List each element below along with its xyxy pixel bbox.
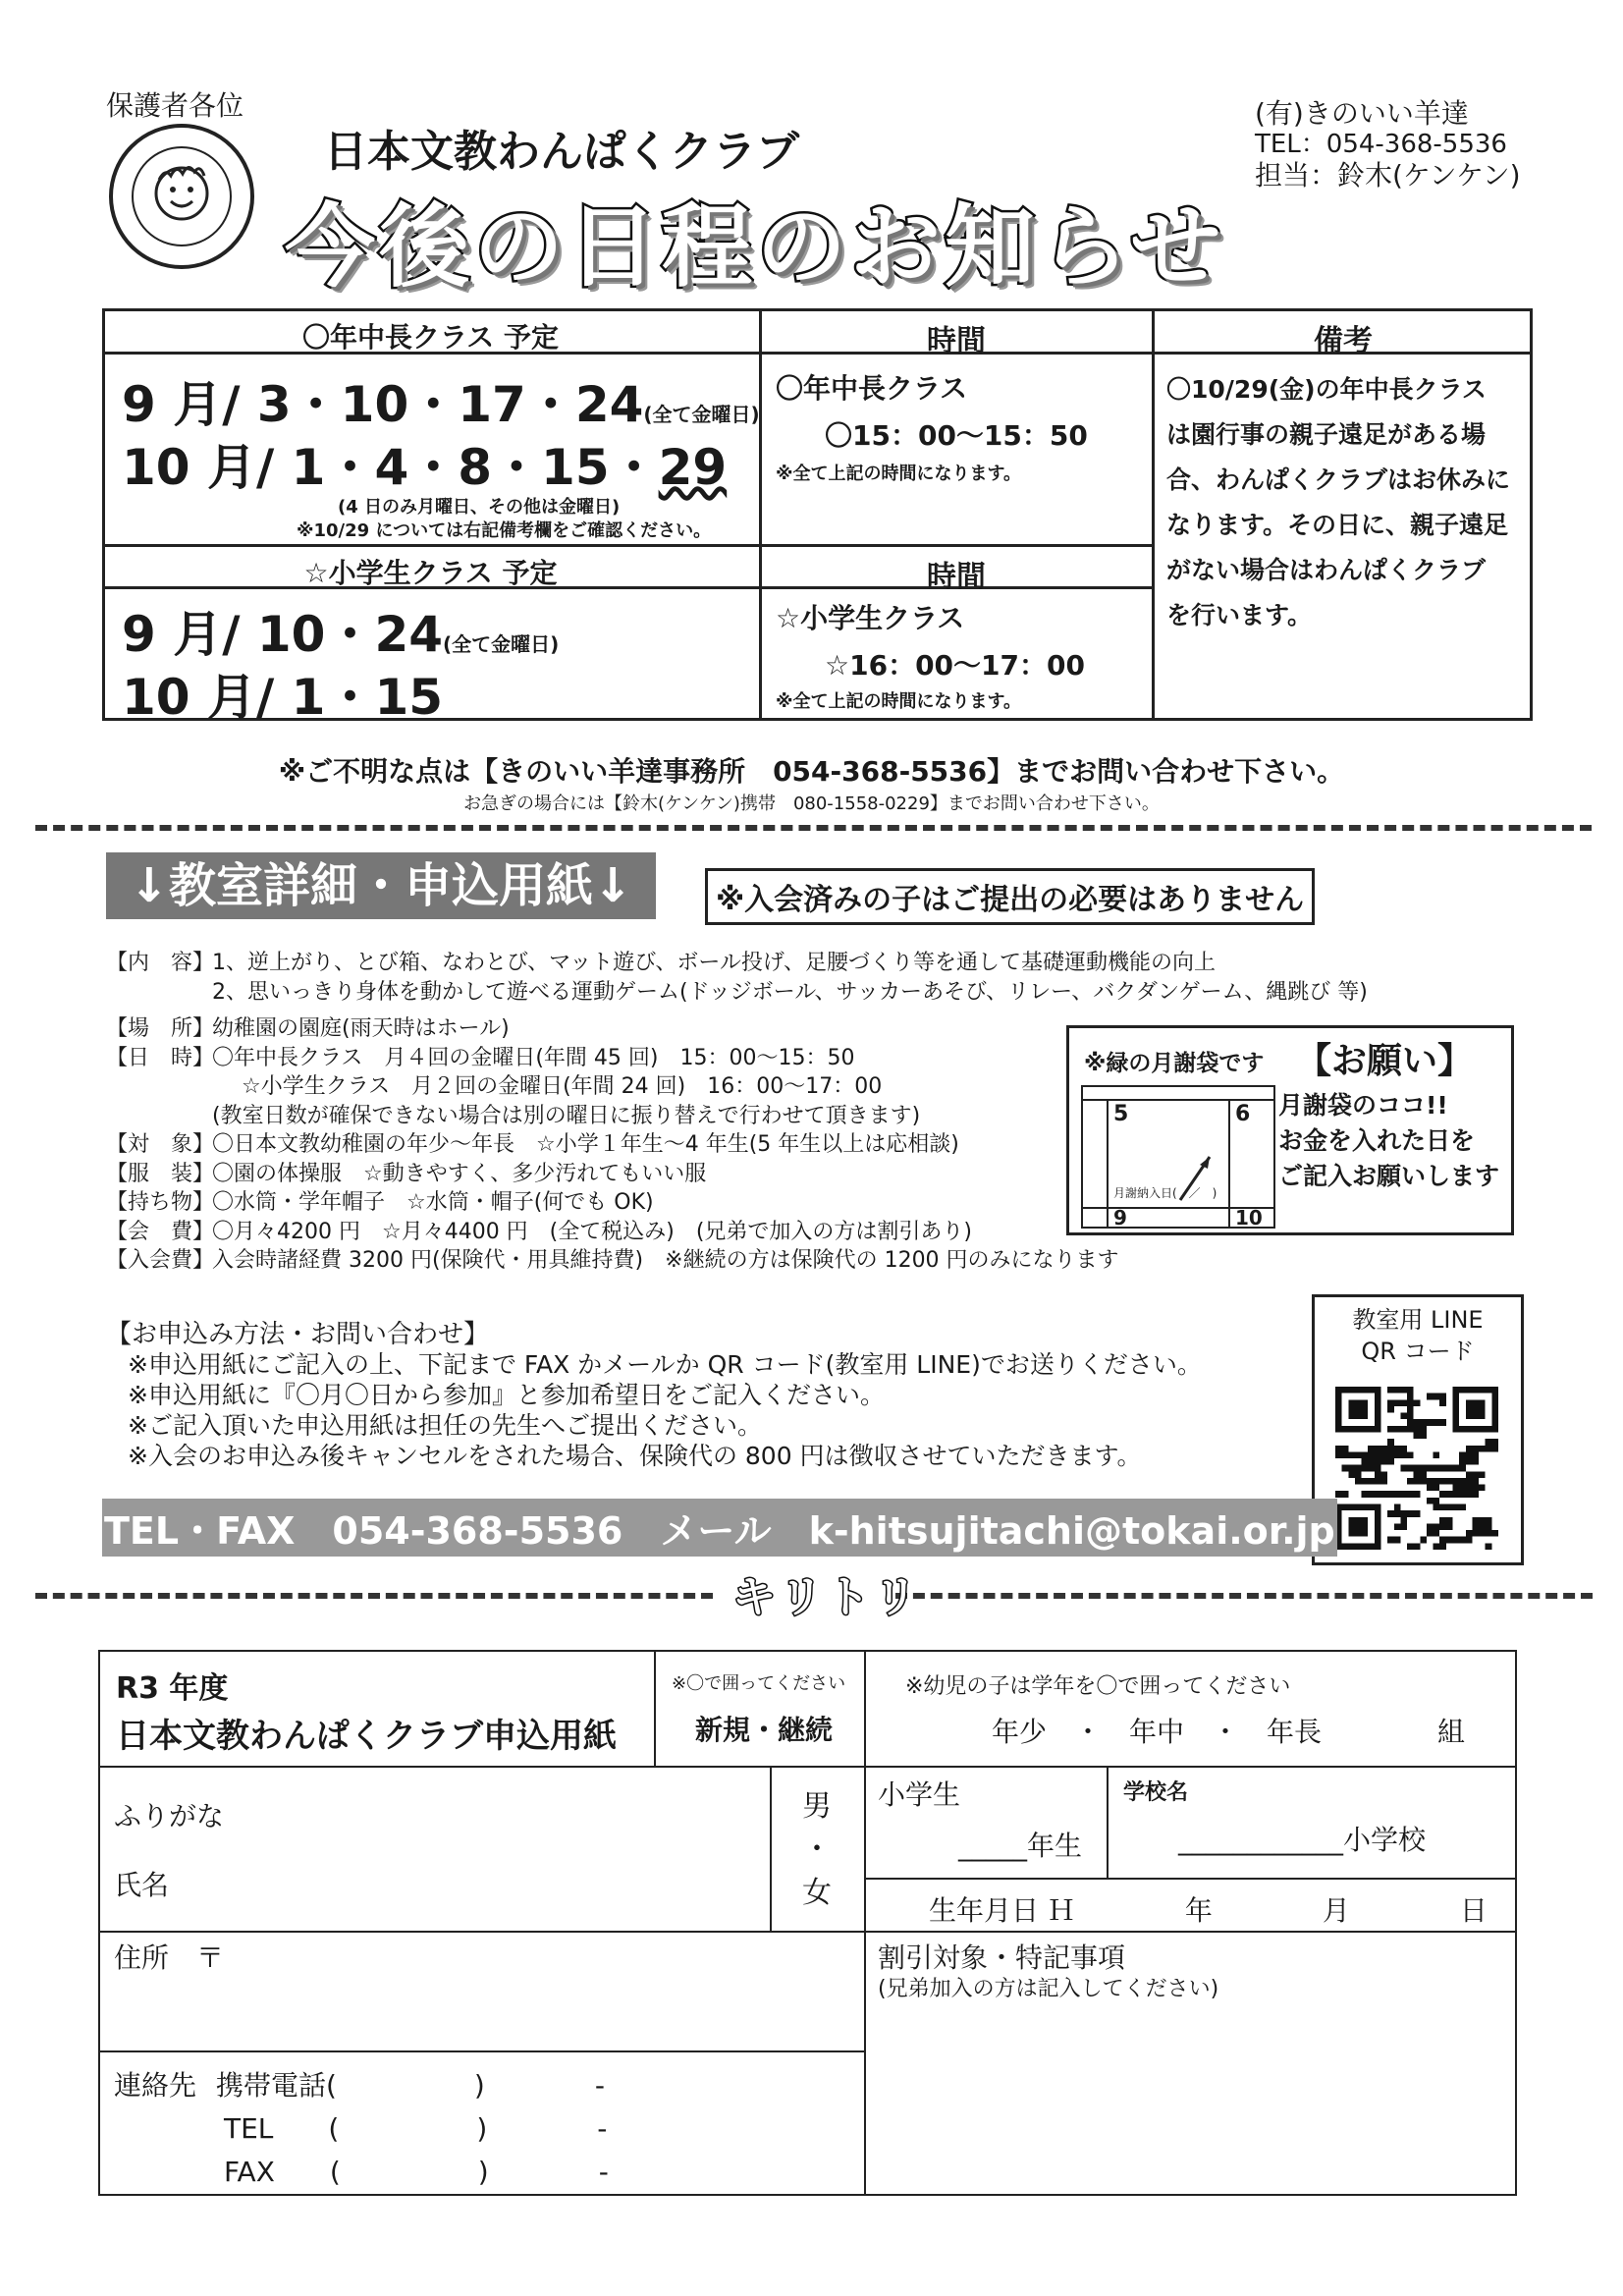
- onegai-line: 月謝袋のココ!!: [1278, 1091, 1448, 1120]
- contact-person: 担当：鈴木(ケンケン): [1255, 159, 1521, 191]
- tel-field[interactable]: TEL ( ) -: [224, 2112, 608, 2145]
- remarks-header: 備考: [1314, 324, 1373, 358]
- circle-note: ※〇で囲ってください: [672, 1673, 846, 1694]
- school-label: 学校名: [1123, 1780, 1189, 1805]
- remarks-line: 〇10/29(金)の年中長クラス: [1166, 375, 1487, 404]
- detail-text: 入会時諸経費 3200 円(保険代・用具維持費) ※継続の方は保険代の 1200 円のみになります: [212, 1248, 1119, 1273]
- elem-time-class: ☆小学生クラス: [776, 602, 965, 634]
- detail-label: 【入会費】: [106, 1248, 215, 1273]
- detail-text: 〇水筒・学年帽子 ☆水筒・帽子(何でも OK): [212, 1190, 654, 1215]
- mobile-field[interactable]: 携帯電話( ) -: [216, 2069, 605, 2102]
- detail-text: 〇日本文教幼稚園の年少～年長 ☆小学１年生～4 年生(5 年生以上は応相談): [212, 1132, 959, 1157]
- time-header: 時間: [927, 324, 986, 358]
- kinder-time-note: ※全て上記の時間になります。: [776, 464, 1022, 484]
- application-lines: [128, 1349, 1202, 1471]
- kinder-september-dates: 9 月/ 3・10・17・24(全て金曜日): [122, 376, 760, 433]
- envelope-cell-5: 5: [1113, 1102, 1129, 1126]
- class-field[interactable]: 組: [1437, 1716, 1466, 1748]
- application-line: ※申込用紙に『〇月〇日から参加』と参加希望日をご記入ください。: [128, 1381, 885, 1409]
- club-logo: [108, 123, 255, 270]
- envelope-cell-9: 9: [1113, 1206, 1127, 1230]
- qr-label-2: QR コード: [1361, 1338, 1475, 1365]
- onegai-line: ご記入お願いします: [1278, 1162, 1500, 1190]
- inquiry-main: ※ご不明な点は【きのいい羊達事務所 054-368-5536】までお問い合わせ下さい。: [278, 755, 1345, 788]
- detail-label: 【日 時】: [106, 1045, 215, 1070]
- company-tel: TEL：054-368-5536: [1255, 130, 1507, 159]
- address-field[interactable]: 住所 〒: [114, 1941, 225, 1974]
- detail-label: 【内 容】: [106, 951, 215, 975]
- detail-label: 【服 装】: [106, 1161, 215, 1186]
- detail-row: [106, 978, 1368, 1008]
- detail-text: 1、逆上がり、とび箱、なわとび、マット遊び、ボール投げ、足腰づくり等を通して基礎運動機能の向上: [212, 951, 1217, 975]
- elem-time: ☆16：00～17：00: [825, 649, 1085, 682]
- envelope-date-field: 月謝納入日( ／ ): [1113, 1186, 1217, 1200]
- grade-note: ※幼児の子は学年を〇で囲ってください: [905, 1674, 1291, 1699]
- detail-label: 【場 所】: [106, 1016, 215, 1041]
- new-or-continue-field[interactable]: 新規・継続: [695, 1714, 834, 1746]
- detail-text: 〇月々4200 円 ☆月々4400 円 (全て税込み) (兄弟で加入の方は割引あり): [212, 1219, 973, 1244]
- onegai-title: 【お願い】: [1296, 1041, 1474, 1081]
- company-name: (有)きのいい羊達: [1255, 97, 1469, 130]
- kinder-grade-field[interactable]: 年少 ・ 年中 ・ 年長: [992, 1716, 1323, 1748]
- cut-label: キリトリ: [732, 1572, 921, 1622]
- detail-text: 〇年中長クラス 月４回の金曜日(年間 45 回) 15：00～15：50: [212, 1045, 855, 1070]
- already-member-note: ※入会済みの子はご提出の必要はありません: [705, 868, 1315, 925]
- kinder-note-2: ※10/29 については右記備考欄をご確認ください。: [297, 520, 712, 541]
- kinder-class-header: 〇年中長クラス 予定: [302, 321, 559, 354]
- detail-label: 【対 象】: [106, 1132, 215, 1157]
- application-line: ※申込用紙にご記入の上、下記まで FAX かメールか QR コード(教室用 LINE)でお送りください。: [128, 1350, 1202, 1379]
- school-field[interactable]: ____________小学校: [1178, 1824, 1427, 1856]
- detail-text: (教室日数が確保できない場合は別の曜日に振り替えで行わせて頂きます): [212, 1103, 921, 1128]
- kinder-time: 〇15：00～15：50: [825, 419, 1088, 452]
- detail-text: 幼稚園の園庭(雨天時はホール): [212, 1016, 510, 1041]
- onegai-text: [1278, 1088, 1499, 1194]
- remarks-line: は園行事の親子遠足がある場: [1166, 420, 1487, 449]
- application-line: ※ご記入頂いた申込用紙は担任の先生へご提出ください。: [128, 1411, 762, 1440]
- elementary-label: 小学生: [878, 1778, 961, 1811]
- grade-field[interactable]: _____年生: [958, 1830, 1083, 1862]
- detail-label: 【会 費】: [106, 1219, 215, 1244]
- remarks-line: がない場合はわんぱくクラブ: [1166, 556, 1487, 584]
- name-field[interactable]: 氏名: [114, 1869, 170, 1901]
- envelope-label: ※緑の月謝袋です: [1084, 1051, 1265, 1076]
- kinder-note-1: (4 日のみ月曜日、その他は金曜日): [338, 497, 621, 518]
- kinder-october-dates: 10 月/ 1・4・8・15・29: [122, 439, 728, 496]
- onegai-line: お金を入れた日を: [1278, 1126, 1476, 1155]
- sex-field[interactable]: 男 ・ 女: [802, 1789, 832, 1910]
- elem-time-note: ※全て上記の時間になります。: [776, 691, 1022, 712]
- application-header: 【お申込み方法・お問い合わせ】: [106, 1320, 490, 1349]
- discount-field[interactable]: [868, 2003, 1512, 2192]
- detail-text: ☆小学生クラス 月２回の金曜日(年間 24 回) 16：00～17：00: [242, 1074, 883, 1099]
- remarks-line: を行います。: [1166, 601, 1313, 629]
- addressee: 保護者各位: [106, 89, 244, 122]
- birthday-field[interactable]: 生年月日 Ｈ 年 月 日: [929, 1894, 1488, 1927]
- envelope-cell-10: 10: [1235, 1206, 1263, 1230]
- remarks-text: [1166, 367, 1510, 638]
- contact-label: 連絡先: [114, 2069, 197, 2102]
- line-qr-code[interactable]: [1335, 1387, 1498, 1554]
- elem-september-dates: 9 月/ 10・24(全て金曜日): [122, 606, 560, 663]
- form-year: R3 年度: [116, 1671, 229, 1706]
- divider: [35, 825, 1592, 831]
- club-name: 日本文教わんぱくクラブ: [324, 127, 799, 177]
- details-banner: ↓教室詳細・申込用紙↓: [106, 852, 656, 919]
- discount-label: 割引対象・特記事項: [878, 1941, 1126, 1974]
- furigana-field[interactable]: ふりがな: [114, 1800, 225, 1832]
- remarks-line: 合、わんぱくクラブはお休みに: [1166, 465, 1511, 494]
- discount-note: (兄弟加入の方は記入してください): [878, 1977, 1219, 2001]
- fax-field[interactable]: FAX ( ) -: [224, 2156, 609, 2188]
- remarks-line: なります。その日に、親子遠足: [1166, 511, 1509, 539]
- envelope-cell-6: 6: [1235, 1102, 1251, 1126]
- detail-row: [106, 1246, 1368, 1276]
- kinder-time-class: 〇年中長クラス: [776, 372, 968, 405]
- elem-time-header: 時間: [927, 560, 986, 594]
- detail-text: 〇園の体操服 ☆動きやすく、多少汚れてもいい服: [212, 1161, 707, 1186]
- application-line: ※入会のお申込み後キャンセルをされた場合、保険代の 800 円は徴収させていただきます。: [128, 1442, 1142, 1470]
- elem-class-header: ☆小学生クラス 予定: [303, 557, 558, 589]
- contact-bar: TEL・FAX 054-368-5536 メール k-hitsujitachi@tokai.or.jp: [102, 1499, 1337, 1557]
- form-title: 日本文教わんぱくクラブ申込用紙: [116, 1717, 617, 1756]
- inquiry-urgent: お急ぎの場合には【鈴木(ケンケン)携帯 080-1558-0229】までお問い合わせ下さい。: [463, 793, 1160, 814]
- detail-row: [106, 949, 1368, 978]
- detail-text: 2、思いっきり身体を動かして遊べる運動ゲーム(ドッジボール、サッカーあそび、リレー、バクダンゲーム、縄跳び 等): [212, 979, 1368, 1005]
- page-title: 今後の日程のお知らせ: [285, 194, 1225, 300]
- elem-october-dates: 10 月/ 1・15: [122, 669, 444, 726]
- detail-label: 【持ち物】: [106, 1190, 215, 1215]
- qr-label-1: 教室用 LINE: [1352, 1306, 1484, 1334]
